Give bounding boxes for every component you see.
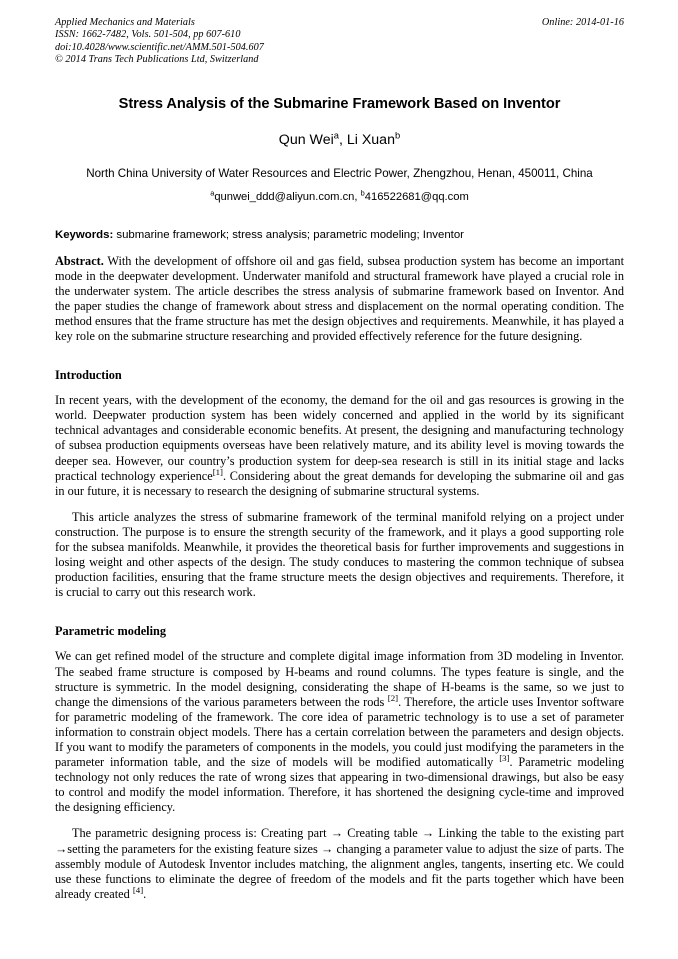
online-date: Online: 2014-01-16	[541, 17, 624, 28]
paragraph	[55, 393, 624, 499]
author-2-name: Li Xuan	[346, 131, 395, 148]
author-list	[55, 131, 624, 149]
keywords-line	[55, 228, 624, 243]
author-1-affiliation-marker: a	[333, 129, 339, 140]
email-1: qunwei_ddd@aliyun.com.cn	[214, 190, 355, 203]
paragraph	[55, 826, 624, 901]
abstract-text: With the development of offshore oil and gas field, subsea production system has become an important mode in the deepwater development. Underwater manifold and structural framework have played a crucial role in the underwater system. The article describes the stress analysis of submarine framework based on Inventor. And the paper studies the change of framework about stress and displacement on the normal operating condition. The method ensures that the frame structure has met the design objectives and requirements. Meanwhile, it has played a key role on the submarine structure researching and provided effectively reference for the future designing.	[55, 253, 624, 344]
journal-name: Applied Mechanics and Materials	[55, 17, 195, 28]
author-2-affiliation-marker: b	[394, 129, 401, 140]
journal-masthead	[55, 17, 624, 67]
paragraph-text: This article analyzes the stress of submarine framework of the terminal manifold relying on a project under construction. The purpose is to ensure the strength security of the framework, and it plays a good supporting role for the subsea manifolds. Meanwhile, it provides the theoretical basis for further improvements and suggestions in losing weight and other aspects of the design. The study conduces to mastering the common technique of subsea production facilities, ensuring that the frame structure meets the design objectives and requirements. Therefore, it is crucial to carry out this research work.	[55, 509, 624, 600]
affiliation: North China University of Water Resources and Electric Power, Zhengzhou, Henan, 450011, China	[86, 166, 593, 180]
citation-ref: [3]	[499, 752, 510, 763]
author-emails	[55, 187, 624, 205]
page-title: Stress Analysis of the Submarine Framework Based on Inventor	[118, 95, 561, 112]
journal-issn: ISSN: 1662-7482, Vols. 501-504, pp 607-610	[55, 29, 241, 41]
section-heading-introduction: Introduction	[55, 368, 122, 383]
abstract-label: Abstract.	[55, 253, 104, 268]
keywords-value: submarine framework; stress analysis; parametric modeling; Inventor	[113, 228, 464, 241]
paragraph-text: We can get refined model of the structure and complete digital image information from 3D modeling in Inventor. The seabed frame structure is composed by H-beams and round columns. The types feature is single, and the structure is symmetric. In the model designing, considerating the shape of H-beams is the same, so we just to change the dimensions of the various parameters between the rods	[55, 649, 624, 709]
paragraph-text: The parametric designing process is: Creating part → Creating table → Linking the table to the existing part →setting the parameters for the existing feature sizes → changing a parameter value to adjust the size of parts. The assembly module of Autodesk Inventor includes matching, the alignment angles, tangents, inserting etc. We could use these functions to eliminate the degree of freedom of the models and fit the parts together which have been already created	[55, 826, 624, 901]
email-separator: ,	[354, 190, 361, 203]
paragraph-text-cont: . Considering about the great demands for developing the submarine oil and gas in our future, it is necessary to research the designing of submarine structural systems.	[55, 468, 625, 498]
abstract-paragraph	[55, 254, 624, 345]
paragraph	[55, 510, 624, 601]
citation-ref: [2]	[387, 692, 399, 703]
journal-copyright: © 2014 Trans Tech Publications Ltd, Switzerland	[55, 54, 259, 66]
author-1-name: Qun Wei	[278, 131, 334, 148]
paragraph-text-cont-2: . Parametric modeling technology not only reduces the rate of wrong sizes that appearing in two-dimensional drawings, but also be easy to control and modify the model information. Therefore, it has shortened the designing cycle-time and improved the designing efficiency.	[55, 755, 624, 815]
paragraph	[55, 649, 624, 815]
email-2-marker: b	[360, 187, 365, 197]
section-heading-parametric-modeling: Parametric modeling	[55, 624, 166, 639]
paragraph-text-cont: . Therefore, the article uses Inventor software for parametric modeling of the framework. The core idea of parametric technology is to use a set of parameter information to constrain object models. There has a certain correlation between the parameters and design objects. If you want to modify the parameters of components in the models, you could just modifying the parameters in the parameter information table, and the size of models will be modified automatically	[55, 694, 624, 770]
citation-ref: [4]	[132, 884, 144, 895]
citation-ref: [1]	[212, 466, 223, 477]
paragraph-text: In recent years, with the development of the economy, the demand for the oil and gas resources is growing in the world. Deepwater production system has been widely concerned and applied in the world by its significant technical advantages and considerable economic benefits. At present, the designing and manufacturing technology of subsea production equipments overseas have been relatively mature, and its ability level is moving towards the deeper sea. However, our country’s production system for deep-sea research is still in its initial stage and lacks practical technology experience	[55, 393, 624, 483]
email-2: 416522681@qq.com	[364, 190, 469, 203]
journal-doi: doi:10.4028/www.scientific.net/AMM.501-504.607	[55, 41, 264, 53]
paragraph-text-cont: .	[143, 886, 147, 901]
email-1-marker: a	[210, 187, 215, 197]
keywords-label: Keywords:	[55, 228, 114, 241]
author-separator: ,	[338, 131, 347, 148]
